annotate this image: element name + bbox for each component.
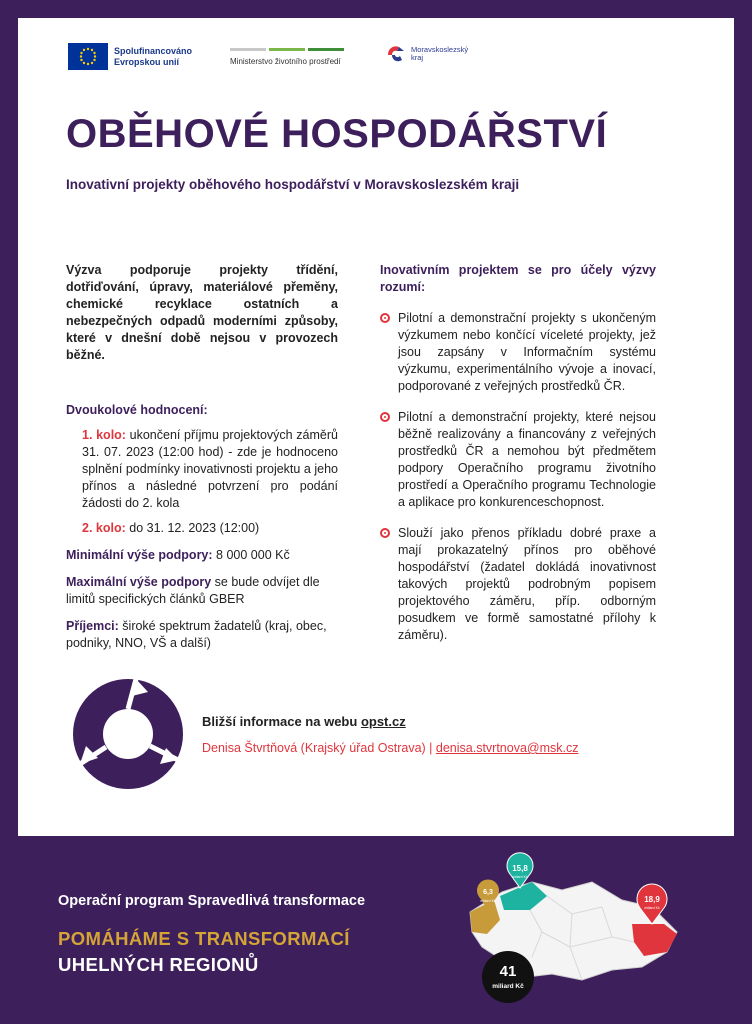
two-round-heading: Dvoukolové hodnocení:	[66, 403, 208, 417]
page-subtitle: Inovativní projekty oběhového hospodářství v Moravskoslezském kraji	[66, 177, 520, 192]
list-item: Pilotní a demonstrační projekty, které nejsou běžně realizovány a financovány z veřejných prostředků ČR a nemohou být předmětem podpory Operačního programu životního prostředí a Operačního programu Technologie a aplikace pro konkurenceschopnost.	[380, 409, 656, 511]
svg-text:miliard Kč: miliard Kč	[512, 875, 528, 879]
list-item: Slouží jako přenos příkladu dobré praxe a mají prokazatelný přínos pro oběhové hospodářství (žadatel dokládá inovativnost takových projektů podrobným popisem projektového záměru, příp. odborným posudkem ve formě samostatné přílohy k záměru).	[380, 525, 656, 644]
min-support-value: 8 000 000 Kč	[212, 548, 290, 562]
slogan-line-2: UHELNÝCH REGIONŮ	[58, 954, 259, 975]
page-title: OBĚHOVÉ HOSPODÁŘSTVÍ	[66, 112, 608, 156]
ministry-logo-text: Ministerstvo životního prostředí	[230, 57, 341, 66]
bullet-icon	[380, 528, 390, 538]
list-item: Pilotní a demonstrační projekty s ukončeným výzkumem nebo končící víceleté projekty, jež jsou zapsány v Informačním systému výzkumu, experimentálního vývoje a inovací, podporované z veřejných prostředků ČR.	[380, 310, 656, 395]
recipients	[66, 618, 338, 652]
bullet-icon	[380, 412, 390, 422]
round-1	[82, 427, 338, 512]
recipients-value: široké spektrum žadatelů (kraj, obec, podniky, NNO, VŠ a další)	[66, 619, 327, 650]
eu-logo	[68, 43, 192, 70]
intro-text: Výzva podporuje projekty třídění, dotřiďování, úpravy, materiálové přeměny, chemické recyklace ostatních a nebezpečných odpadů moderními způsoby, které v dnešní době nejsou v provozech běžné.	[66, 263, 338, 362]
czech-map-icon	[452, 852, 692, 1017]
ministry-bars-icon	[230, 48, 344, 51]
round-1-text: ukončení příjmu projektových záměrů 31. 07. 2023 (12:00 hod) - zde je hodnoceno splnění podmínky inovativnosti projektu a jeho přínos a následné potvrzení pro podání žádosti do 2. kola	[82, 428, 338, 510]
svg-text:41: 41	[499, 963, 517, 980]
min-support-label: Minimální výše podpory:	[66, 548, 213, 562]
more-info-line: Bližší informace na webu opst.cz	[202, 714, 406, 729]
right-column	[380, 262, 656, 644]
recipients-label: Příjemci:	[66, 619, 119, 633]
max-support	[66, 574, 338, 608]
program-name: Operační program Spravedlivá transformace	[58, 893, 366, 909]
round-2	[82, 520, 338, 537]
region-emblem-icon	[384, 42, 408, 66]
svg-text:15,8: 15,8	[512, 864, 528, 873]
total-badge	[482, 951, 534, 1003]
round-2-text: do 31. 12. 2023 (12:00)	[125, 521, 260, 535]
website-link[interactable]: opst.cz	[360, 714, 406, 729]
svg-text:6,3: 6,3	[483, 889, 493, 896]
max-support-label: Maximální výše podpory	[66, 575, 212, 589]
svg-text:miliard Kč: miliard Kč	[480, 899, 496, 903]
eu-flag-icon	[68, 43, 108, 70]
circular-economy-icon	[66, 672, 190, 796]
more-info-block	[202, 714, 579, 755]
max-support-value: se bude odvíjet dle limitů specifických článků GBER	[66, 575, 320, 606]
round-2-label: 2. kolo:	[82, 521, 126, 535]
svg-text:miliard Kč: miliard Kč	[644, 906, 660, 910]
contact-line	[202, 741, 579, 755]
ministry-logo	[230, 48, 344, 66]
left-column	[66, 262, 338, 652]
bullet-icon	[380, 313, 390, 323]
contact-email-link[interactable]: denisa.stvrtnova@msk.cz	[435, 741, 579, 755]
svg-text:miliard Kč: miliard Kč	[492, 983, 524, 990]
contact-name: Denisa Štvrtňová (Krajský úřad Ostrava) |	[202, 741, 436, 755]
min-support	[66, 547, 338, 564]
region-logo-text: Moravskoslezský kraj	[411, 45, 469, 62]
innovative-heading: Inovativním projektem se pro účely výzvy rozumí:	[380, 263, 656, 294]
round-1-label: 1. kolo:	[82, 428, 126, 442]
svg-text:18,9: 18,9	[644, 895, 660, 904]
region-logo	[384, 42, 468, 66]
slogan-line-1: POMÁHÁME S TRANSFORMACÍ	[58, 928, 350, 949]
eu-logo-text: Spolufinancováno Evropskou unií	[114, 45, 193, 67]
